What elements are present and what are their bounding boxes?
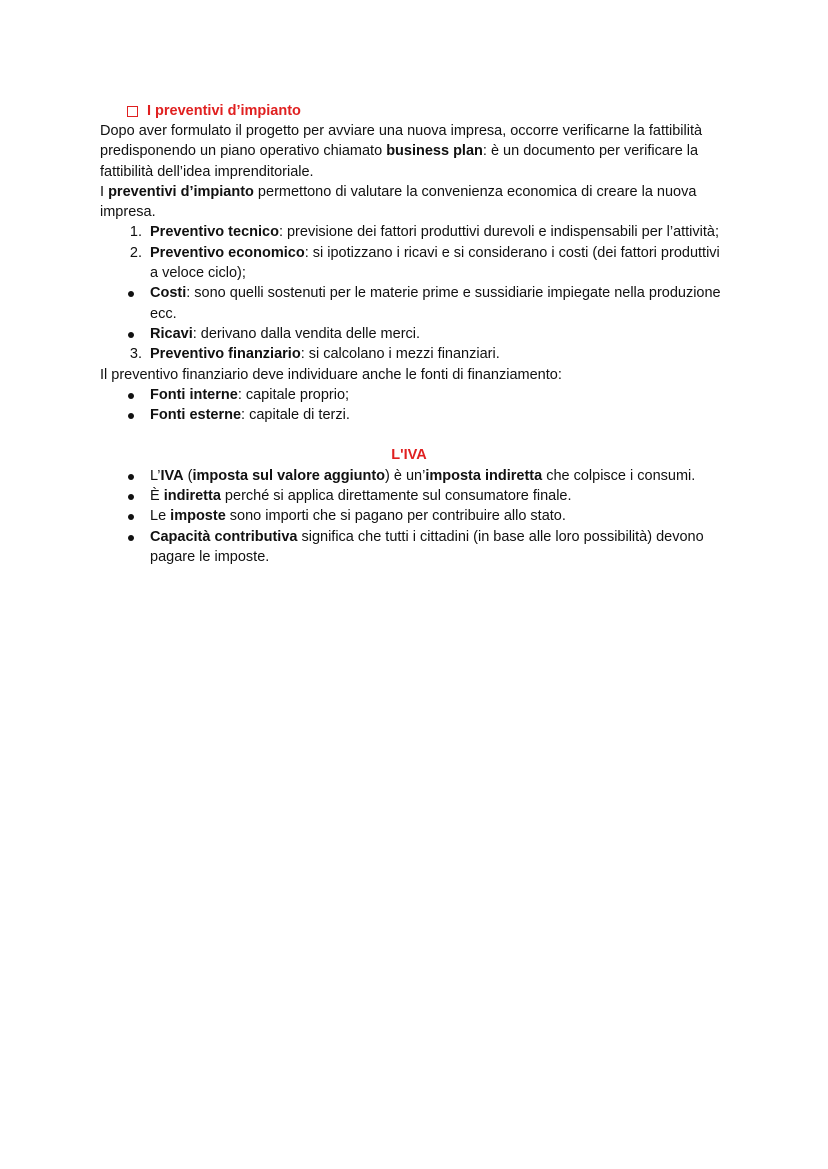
list-item: Ricavi: derivano dalla vendita delle merci.	[100, 324, 730, 344]
iva-list	[100, 466, 730, 567]
checkbox-icon[interactable]	[127, 106, 138, 117]
bullet-icon	[128, 393, 134, 399]
bullet-icon	[128, 291, 134, 297]
bullet-icon	[128, 474, 134, 480]
list-item: È indiretta perché si applica direttamente sul consumatore finale.	[100, 486, 730, 506]
heading-text: I preventivi d’impianto	[147, 102, 301, 119]
fonti-paragraph: Il preventivo finanziario deve individuare anche le fonti di finanziamento:	[100, 366, 562, 383]
bullet-icon	[128, 413, 134, 419]
list-item: Fonti interne: capitale proprio;	[100, 385, 730, 405]
list-item: Costi: sono quelli sostenuti per le materie prime e sussidiarie impiegate nella produzione ecc.	[100, 283, 730, 324]
document-page	[100, 101, 730, 567]
bullet-icon	[128, 332, 134, 338]
section-heading	[127, 101, 730, 121]
list-item: 3. Preventivo finanziario: si calcolano i mezzi finanziari.	[129, 346, 500, 363]
preventivi-list	[100, 222, 730, 364]
intro-paragraph: Dopo aver formulato il progetto per avviare una nuova impresa, occorre verificarne la fattibilità predisponendo un piano operativo chiamato business plan: è un documento per verificare la fattibilità dell’idea imprenditoriale.	[100, 123, 703, 180]
list-item: Capacità contributiva significa che tutti i cittadini (in base alle loro possibilità) devono pagare le imposte.	[100, 527, 730, 568]
list-item: 2. Preventivo economico: si ipotizzano i ricavi e si considerano i costi (dei fattori produttivi a veloce ciclo);	[129, 244, 720, 282]
bullet-icon	[128, 514, 134, 520]
iva-title: L'IVA	[391, 447, 427, 464]
list-item: Le imposte sono importi che si pagano per contribuire allo stato.	[100, 506, 730, 526]
bullet-icon	[128, 535, 134, 541]
preventivi-paragraph: I preventivi d’impianto permettono di valutare la convenienza economica di creare la nuova impresa.	[100, 183, 697, 221]
list-item: Fonti esterne: capitale di terzi.	[100, 405, 730, 425]
bullet-icon	[128, 494, 134, 500]
fonti-list	[100, 385, 730, 426]
list-item: L’IVA (imposta sul valore aggiunto) è un’imposta indiretta che colpisce i consumi.	[100, 466, 730, 486]
list-item: 1. Preventivo tecnico: previsione dei fattori produttivi durevoli e indispensabili per l’attività;	[129, 224, 719, 241]
